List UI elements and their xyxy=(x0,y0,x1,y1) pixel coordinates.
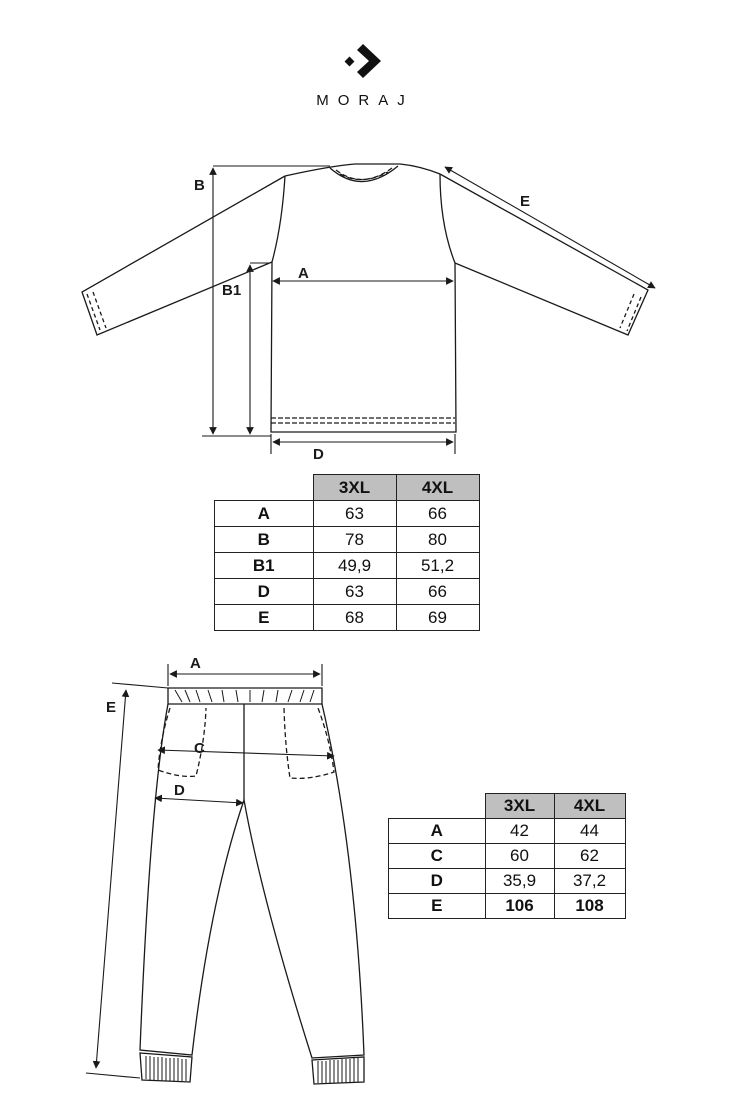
cell-value: 49,9 xyxy=(313,553,396,579)
row-label: B1 xyxy=(215,553,314,579)
row-label: D xyxy=(215,579,314,605)
table-row xyxy=(389,869,626,894)
label-b1: B1 xyxy=(222,282,242,299)
row-label: A xyxy=(215,501,314,527)
row-label: E xyxy=(389,894,486,919)
logo-icon xyxy=(345,44,381,78)
cell-value: 106 xyxy=(485,894,554,919)
cell-value: 69 xyxy=(396,605,479,631)
cell-value: 42 xyxy=(485,819,554,844)
cell-value: 63 xyxy=(313,579,396,605)
size-header: 3XL xyxy=(485,794,554,819)
waistband-gathers xyxy=(175,690,314,702)
cell-value: 66 xyxy=(396,501,479,527)
row-label: A xyxy=(389,819,486,844)
left-cuff-ribbing xyxy=(146,1056,186,1081)
row-label: E xyxy=(215,605,314,631)
table-row xyxy=(389,819,626,844)
brand-name: MORAJ xyxy=(316,92,414,109)
label-d: D xyxy=(313,446,324,463)
cell-value: 60 xyxy=(485,844,554,869)
table-row xyxy=(215,553,480,579)
cell-value: 63 xyxy=(313,501,396,527)
sweatshirt-size-table xyxy=(214,474,480,631)
dimension-c xyxy=(158,750,334,756)
table-row xyxy=(215,527,480,553)
row-label: C xyxy=(389,844,486,869)
pants-size-table xyxy=(388,793,626,919)
cell-value: 35,9 xyxy=(485,869,554,894)
cell-value: 80 xyxy=(396,527,479,553)
cell-value: 62 xyxy=(554,844,625,869)
size-header: 4XL xyxy=(554,794,625,819)
label-e: E xyxy=(520,193,531,210)
right-pocket xyxy=(284,708,334,778)
cell-value: 44 xyxy=(554,819,625,844)
dimension-e xyxy=(96,690,126,1068)
table-row xyxy=(215,605,480,631)
cell-value: 78 xyxy=(313,527,396,553)
dimension-e xyxy=(445,167,655,288)
cell-value: 66 xyxy=(396,579,479,605)
label-a: A xyxy=(298,265,309,282)
cell-value: 108 xyxy=(554,894,625,919)
pants-diagram xyxy=(0,650,400,1095)
table-row xyxy=(215,579,480,605)
label-c: C xyxy=(194,740,205,757)
table-header-row xyxy=(389,794,626,819)
label-d: D xyxy=(174,782,185,799)
left-sleeve xyxy=(82,176,285,335)
cell-value: 51,2 xyxy=(396,553,479,579)
table-row xyxy=(215,501,480,527)
label-e: E xyxy=(106,699,117,716)
right-sleeve xyxy=(440,174,648,335)
table-row xyxy=(389,844,626,869)
cell-value: 68 xyxy=(313,605,396,631)
cell-value: 37,2 xyxy=(554,869,625,894)
right-cuff-ribbing xyxy=(318,1058,358,1083)
size-header: 3XL xyxy=(313,475,396,501)
table-header-row xyxy=(215,475,480,501)
waistband xyxy=(168,688,322,704)
sweatshirt-diagram xyxy=(0,140,730,470)
dimension-d xyxy=(155,798,243,803)
hem-stitch xyxy=(271,418,455,423)
size-header: 4XL xyxy=(396,475,479,501)
label-a: A xyxy=(190,655,201,672)
row-label: B xyxy=(215,527,314,553)
left-cuff-stitch xyxy=(87,292,106,330)
row-label: D xyxy=(389,869,486,894)
table-row xyxy=(389,894,626,919)
label-b: B xyxy=(194,177,205,194)
body-outline xyxy=(271,174,456,432)
pants-outline xyxy=(140,704,364,1058)
